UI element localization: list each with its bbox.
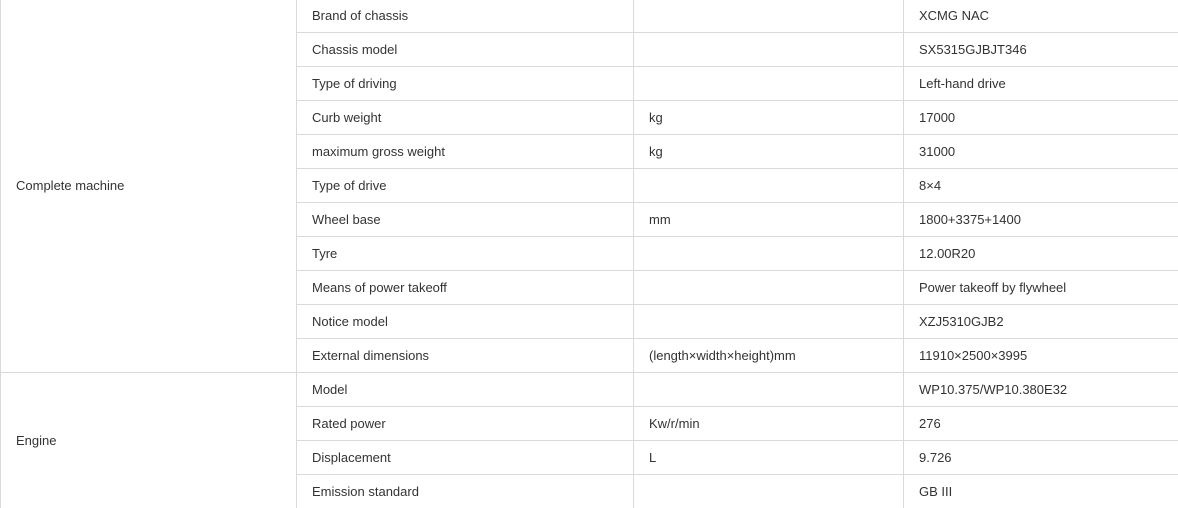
- param-unit: kg: [634, 135, 904, 169]
- param-name: Type of drive: [297, 169, 634, 203]
- param-value: 276: [904, 407, 1178, 441]
- param-unit: (length×width×height)mm: [634, 339, 904, 373]
- param-value: Left-hand drive: [904, 67, 1178, 101]
- param-value: 31000: [904, 135, 1178, 169]
- param-unit: [634, 373, 904, 407]
- param-value: GB III: [904, 475, 1178, 508]
- param-unit: [634, 0, 904, 33]
- table-row: [1, 0, 1178, 33]
- param-value: 17000: [904, 101, 1178, 135]
- param-name: Curb weight: [297, 101, 634, 135]
- param-unit: [634, 67, 904, 101]
- param-name: Chassis model: [297, 33, 634, 67]
- param-name: Brand of chassis: [297, 0, 634, 33]
- param-value: 11910×2500×3995: [904, 339, 1178, 373]
- param-unit: [634, 271, 904, 305]
- param-name: Tyre: [297, 237, 634, 271]
- param-unit: [634, 237, 904, 271]
- param-value: 9.726: [904, 441, 1178, 475]
- group-label-engine: Engine: [1, 373, 297, 508]
- group-label-complete-machine: Complete machine: [1, 0, 297, 373]
- param-value: SX5315GJBJT346: [904, 33, 1178, 67]
- param-unit: mm: [634, 203, 904, 237]
- param-value: XCMG NAC: [904, 0, 1178, 33]
- param-value: 1800+3375+1400: [904, 203, 1178, 237]
- param-value: XZJ5310GJB2: [904, 305, 1178, 339]
- param-unit: [634, 33, 904, 67]
- param-value: 12.00R20: [904, 237, 1178, 271]
- param-name: Model: [297, 373, 634, 407]
- param-name: maximum gross weight: [297, 135, 634, 169]
- param-name: Emission standard: [297, 475, 634, 508]
- param-unit: [634, 305, 904, 339]
- param-value: WP10.375/WP10.380E32: [904, 373, 1178, 407]
- param-name: Rated power: [297, 407, 634, 441]
- param-name: External dimensions: [297, 339, 634, 373]
- param-unit: [634, 475, 904, 508]
- param-name: Wheel base: [297, 203, 634, 237]
- param-name: Type of driving: [297, 67, 634, 101]
- param-unit: L: [634, 441, 904, 475]
- param-unit: kg: [634, 101, 904, 135]
- param-unit: Kw/r/min: [634, 407, 904, 441]
- param-name: Notice model: [297, 305, 634, 339]
- param-name: Means of power takeoff: [297, 271, 634, 305]
- param-value: Power takeoff by flywheel: [904, 271, 1178, 305]
- param-unit: [634, 169, 904, 203]
- param-name: Displacement: [297, 441, 634, 475]
- param-value: 8×4: [904, 169, 1178, 203]
- table-row: [1, 373, 1178, 407]
